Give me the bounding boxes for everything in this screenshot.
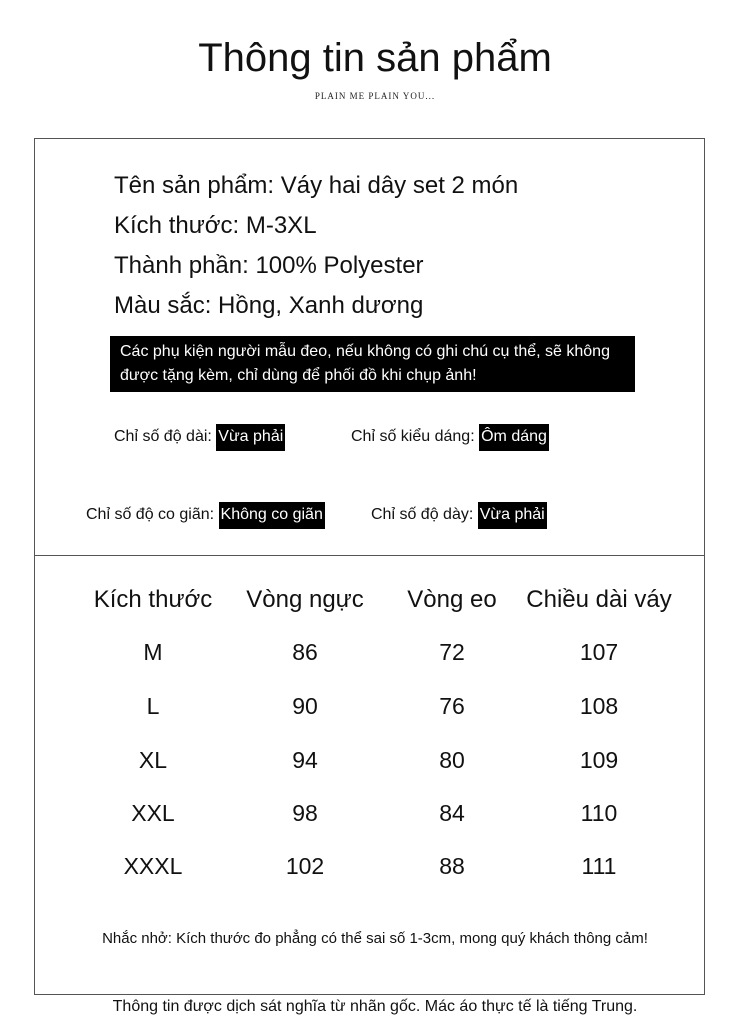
table-header-bust: Vòng ngực (246, 586, 364, 613)
page-title: Thông tin sản phẩm (198, 36, 552, 80)
thickness-index-value: Vừa phải (478, 502, 547, 529)
table-cell-size: XXL (131, 800, 175, 826)
table-cell-size: L (146, 693, 160, 719)
table-cell-length: 108 (579, 693, 619, 719)
table-header-size: Kích thước (93, 586, 213, 613)
table-cell-bust: 86 (292, 639, 318, 665)
thickness-index (371, 506, 547, 524)
table-cell-length: 111 (581, 853, 617, 879)
table-cell-size: XL (138, 747, 168, 773)
table-cell-waist: 80 (439, 747, 465, 773)
table-cell-waist: 72 (439, 639, 465, 665)
product-size: Kích thước: M-3XL (114, 212, 317, 239)
translation-footer: Thông tin được dịch sát nghĩa từ nhãn gốc. Mác áo thực tế là tiếng Trung. (112, 998, 638, 1015)
length-index-label: Chỉ số độ dài: (114, 428, 212, 445)
page-subtitle: PLAIN ME PLAIN YOU... (314, 91, 436, 101)
stretch-index-label: Chỉ số độ co giãn: (86, 506, 215, 523)
table-cell-size: M (143, 639, 163, 665)
table-cell-waist: 84 (439, 800, 465, 826)
table-cell-length: 109 (579, 747, 619, 773)
table-cell-waist: 76 (439, 693, 465, 719)
table-cell-size: XXXL (123, 853, 183, 879)
stretch-index (86, 506, 325, 524)
product-name: Tên sản phẩm: Váy hai dây set 2 món (114, 172, 519, 199)
table-cell-bust: 90 (292, 693, 318, 719)
thickness-index-label: Chỉ số độ dày: (371, 506, 474, 523)
stretch-index-value: Không co giãn (219, 502, 325, 529)
section-divider (34, 555, 705, 556)
accessory-notice: Các phụ kiện người mẫu đeo, nếu không có ghi chú cụ thể, sẽ không được tặng kèm, chỉ dùng để phối đồ khi chụp ảnh! (110, 336, 635, 392)
product-material: Thành phần: 100% Polyester (114, 252, 424, 279)
fit-index-value: Ôm dáng (479, 424, 549, 451)
table-cell-bust: 98 (292, 800, 318, 826)
measurement-reminder: Nhắc nhở: Kích thước đo phẳng có thể sai số 1-3cm, mong quý khách thông cảm! (102, 930, 648, 947)
fit-index (351, 428, 549, 446)
fit-index-label: Chỉ số kiểu dáng: (351, 428, 475, 445)
table-cell-bust: 102 (285, 853, 325, 879)
table-cell-length: 107 (579, 639, 619, 665)
table-cell-waist: 88 (439, 853, 465, 879)
table-header-waist: Vòng eo (407, 586, 497, 613)
length-index-value: Vừa phải (216, 424, 285, 451)
product-color: Màu sắc: Hồng, Xanh dương (114, 292, 424, 319)
length-index (114, 428, 285, 446)
table-cell-bust: 94 (292, 747, 318, 773)
table-header-dress-length: Chiều dài váy (526, 586, 672, 613)
table-cell-length: 110 (580, 800, 618, 826)
